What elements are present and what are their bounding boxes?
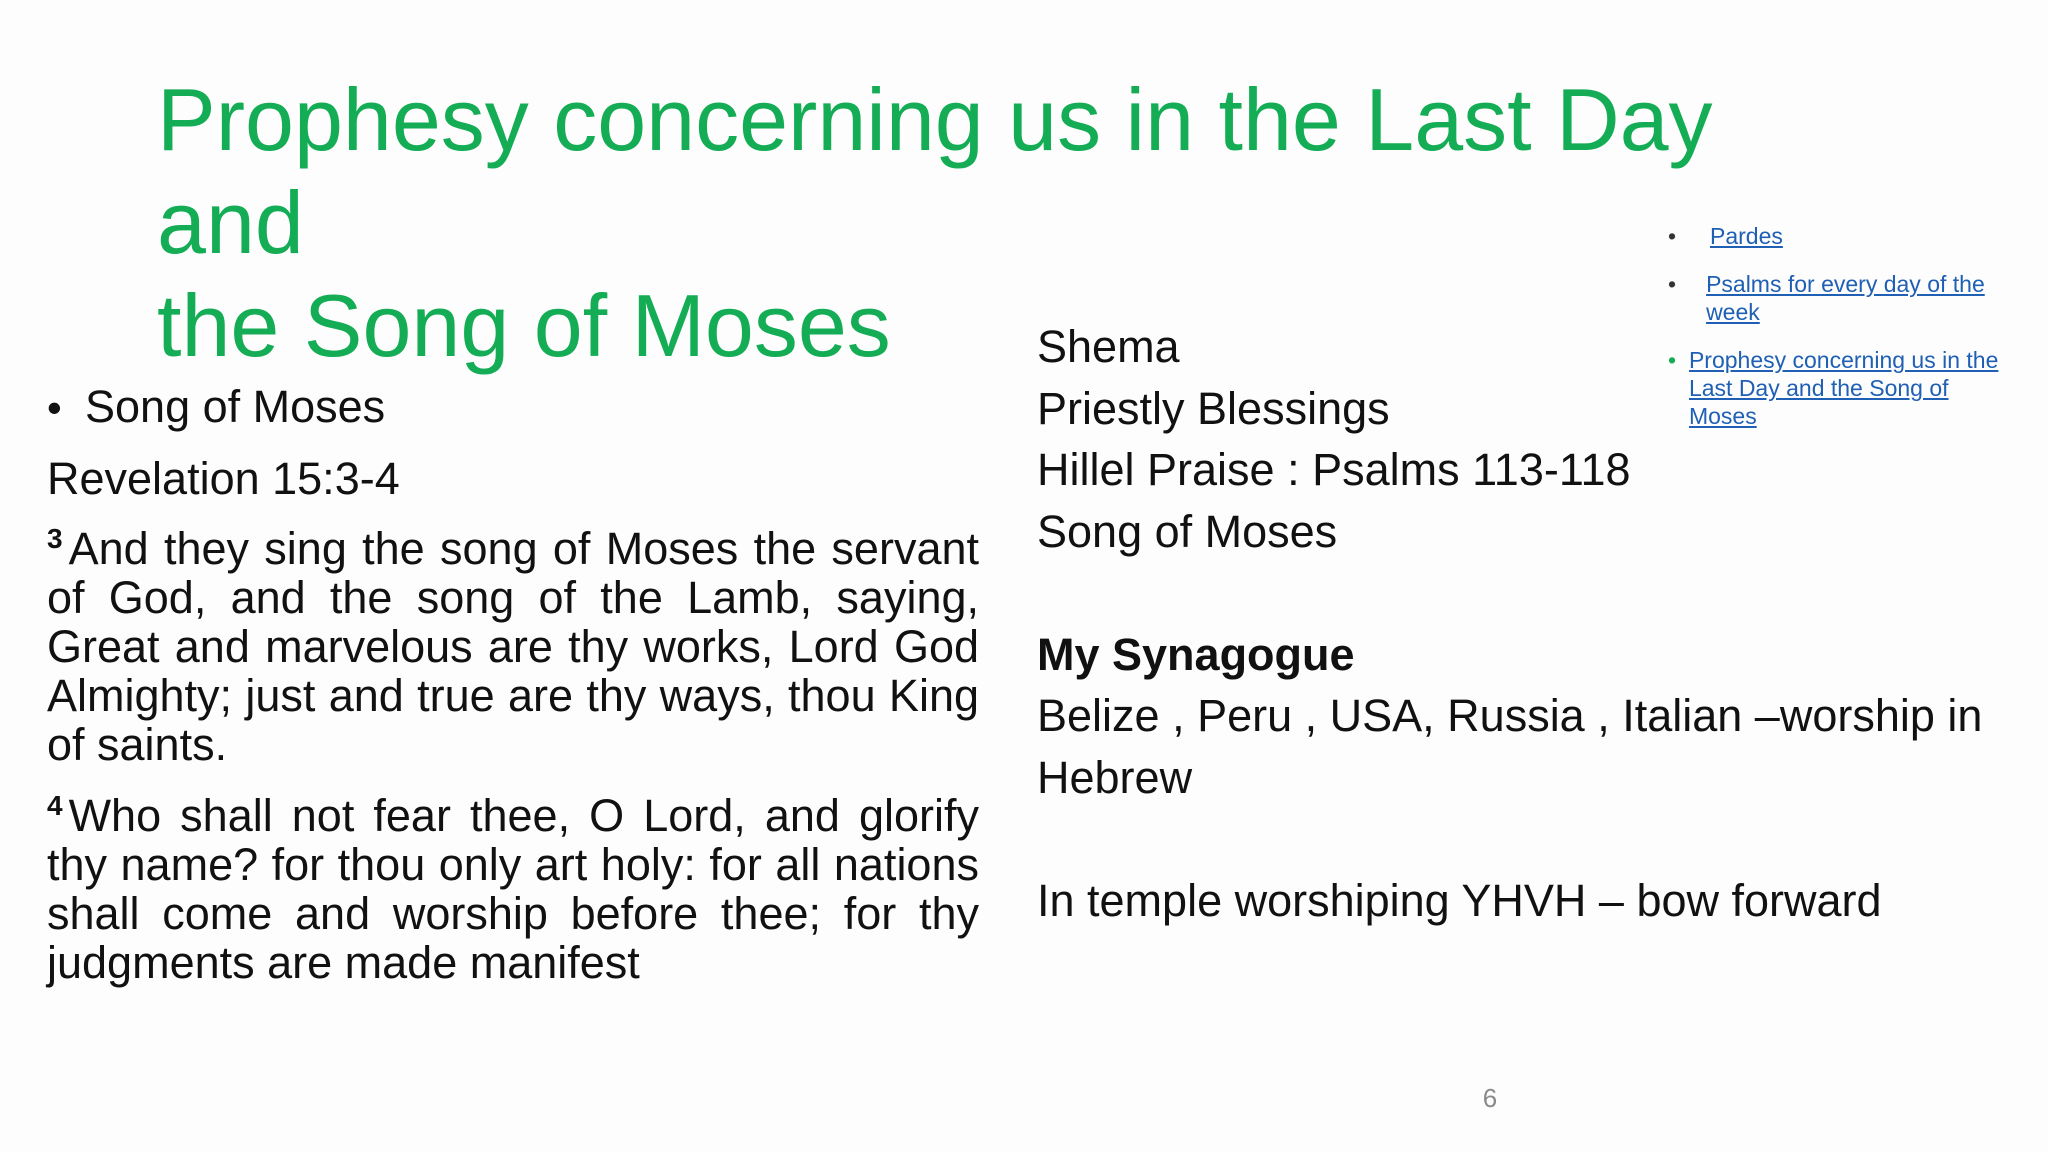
verse-4 <box>47 791 979 987</box>
section-link-item <box>1668 270 2013 326</box>
liturgy-item: Priestly Blessings <box>1037 382 1390 434</box>
bullet-item <box>47 372 979 442</box>
synagogue-line: Belize , Peru , USA, Russia , Italian –worship in <box>1037 690 1983 741</box>
scripture-reference: Revelation 15:3-4 <box>47 453 400 504</box>
link-psalms-every-day[interactable]: Psalms for every day of the week <box>1706 271 1985 325</box>
liturgy-item: Shema <box>1037 321 1180 372</box>
link-prophesy-song-of-moses[interactable]: Prophesy concerning us in the Last Day and the Song of Moses <box>1688 347 1999 429</box>
spacer <box>1037 562 2017 624</box>
slide-title-line-1: Prophesy concerning us in the Last Day and <box>157 70 1713 272</box>
scripture-column <box>47 372 979 987</box>
liturgy-item: Song of Moses <box>1037 505 1338 557</box>
section-links <box>1668 222 2013 450</box>
verse-text: Who shall not fear thee, O Lord, and glorify thy name? for thou only art holy: for all nations shall come and worship before thee; for thy judgments are made manifest <box>47 790 979 988</box>
synagogue-heading: My Synagogue <box>1037 628 1355 680</box>
link-bullet: • <box>1668 223 1677 249</box>
bullet-text: Song of Moses <box>85 381 386 432</box>
liturgy-item: Hillel Praise : Psalms 113-118 <box>1037 444 1631 495</box>
section-link-item <box>1668 346 2013 430</box>
spacer <box>1037 808 2017 870</box>
verse-text: And they sing the song of Moses the servant of God, and the song of the Lamb, saying, Great and marvelous are thy works, Lord God Almighty; just and true are thy ways, thou King of saints. <box>47 523 979 770</box>
link-pardes[interactable]: Pardes <box>1710 223 1783 249</box>
page-number: 6 <box>1482 1083 1498 1113</box>
verse-3 <box>47 524 979 769</box>
bullet-dot: • <box>47 384 62 431</box>
slide-title-line-2: the Song of Moses <box>157 276 891 375</box>
verse-number: 3 <box>47 523 63 554</box>
temple-line: In temple worshiping YHVH – bow forward <box>1037 874 1882 926</box>
link-bullet-active: • <box>1668 347 1677 373</box>
verse-number: 4 <box>47 790 63 821</box>
link-bullet: • <box>1668 271 1677 297</box>
section-link-item <box>1668 222 2013 250</box>
synagogue-line: Hebrew <box>1037 751 1193 803</box>
